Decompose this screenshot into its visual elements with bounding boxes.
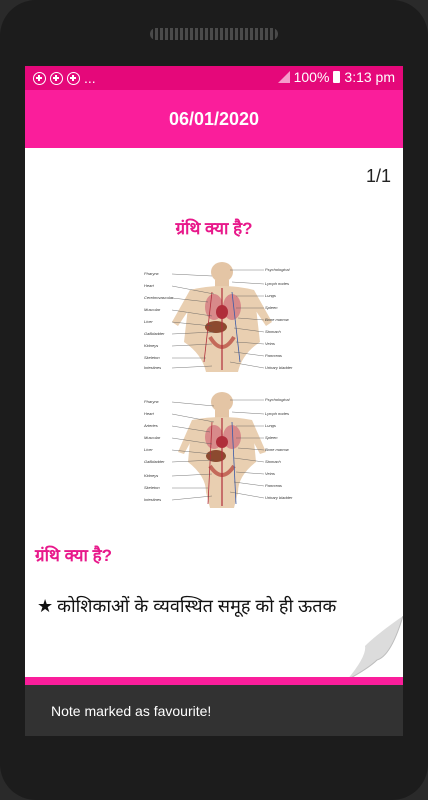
snackbar bbox=[25, 685, 403, 736]
figure-label: Intestines bbox=[144, 497, 162, 502]
more-notifications-indicator: ... bbox=[84, 70, 96, 86]
figure-label: Lymph nodes bbox=[265, 281, 289, 286]
battery-percent: 100% bbox=[293, 69, 330, 85]
figure-label: Pancreas bbox=[265, 353, 282, 358]
figure-label: Stomach bbox=[265, 329, 281, 334]
notification-icon bbox=[50, 72, 63, 85]
figure-label: Kidneys bbox=[144, 343, 159, 348]
figure-label: Bone marrow bbox=[265, 317, 289, 322]
figure-label: Kidneys bbox=[144, 473, 159, 478]
figure-label: Skeleton bbox=[144, 485, 160, 490]
figure-label: Lungs bbox=[265, 293, 276, 298]
figure-label: Muscular bbox=[144, 435, 161, 440]
figure-label: Liver bbox=[144, 447, 153, 452]
note-body-text bbox=[37, 594, 336, 618]
bottom-accent-bar bbox=[25, 677, 403, 685]
figure-label: Pharynx bbox=[144, 271, 159, 276]
anatomy-figure-2 bbox=[142, 392, 302, 510]
status-system bbox=[278, 69, 395, 85]
figure-label: Liver bbox=[144, 319, 153, 324]
figure-label: Intestines bbox=[144, 365, 162, 370]
page-curl-button[interactable] bbox=[347, 616, 403, 680]
clock: 3:13 pm bbox=[344, 69, 395, 85]
figure-label: Pancreas bbox=[265, 483, 282, 488]
snackbar-message: Note marked as favourite! bbox=[51, 702, 212, 719]
speaker-grille bbox=[150, 28, 278, 40]
figure-label: Psychological bbox=[265, 267, 290, 272]
figure-label: Lungs bbox=[265, 423, 276, 428]
battery-icon bbox=[333, 71, 340, 83]
notification-icon bbox=[67, 72, 80, 85]
app-bar bbox=[25, 90, 403, 148]
figure-label: Lymph nodes bbox=[265, 411, 289, 416]
star-bullet-icon: ★ bbox=[37, 596, 54, 616]
figure-label: Gallbladder bbox=[144, 331, 165, 336]
figure-label: Heart bbox=[144, 283, 154, 288]
figure-label: Cerebrovascular bbox=[144, 295, 174, 300]
note-title: ग्रंथि क्या है? bbox=[175, 219, 253, 238]
screen bbox=[25, 66, 403, 736]
figure-label: Pharynx bbox=[144, 399, 159, 404]
figure-label: Veins bbox=[265, 471, 275, 476]
figure-label: Veins bbox=[265, 341, 275, 346]
figure-label: Urinary bladder bbox=[265, 495, 293, 500]
notification-icon bbox=[33, 72, 46, 85]
page-counter: 1/1 bbox=[365, 166, 391, 186]
note-body-line: कोशिकाओं के व्यवस्थित समूह को ही ऊतक bbox=[57, 596, 337, 616]
figure-label: Spleen bbox=[265, 305, 278, 310]
figure-label: Skeleton bbox=[144, 355, 160, 360]
figure-label: Bone marrow bbox=[265, 447, 289, 452]
section-heading: ग्रंथि क्या है? bbox=[35, 546, 113, 565]
signal-icon bbox=[278, 71, 290, 83]
status-notifications bbox=[33, 70, 96, 86]
figure-label: Stomach bbox=[265, 459, 281, 464]
figure-label: Urinary bladder bbox=[265, 365, 293, 370]
figure-label: Heart bbox=[144, 411, 154, 416]
status-bar bbox=[25, 66, 403, 90]
figure-label: Muscular bbox=[144, 307, 161, 312]
figure-label: Arteries bbox=[144, 423, 158, 428]
figure-label: Gallbladder bbox=[144, 459, 165, 464]
figure-label: Spleen bbox=[265, 435, 278, 440]
app-bar-title: 06/01/2020 bbox=[168, 108, 260, 129]
figure-label: Psychological bbox=[265, 397, 290, 402]
anatomy-figure-1 bbox=[142, 262, 302, 380]
